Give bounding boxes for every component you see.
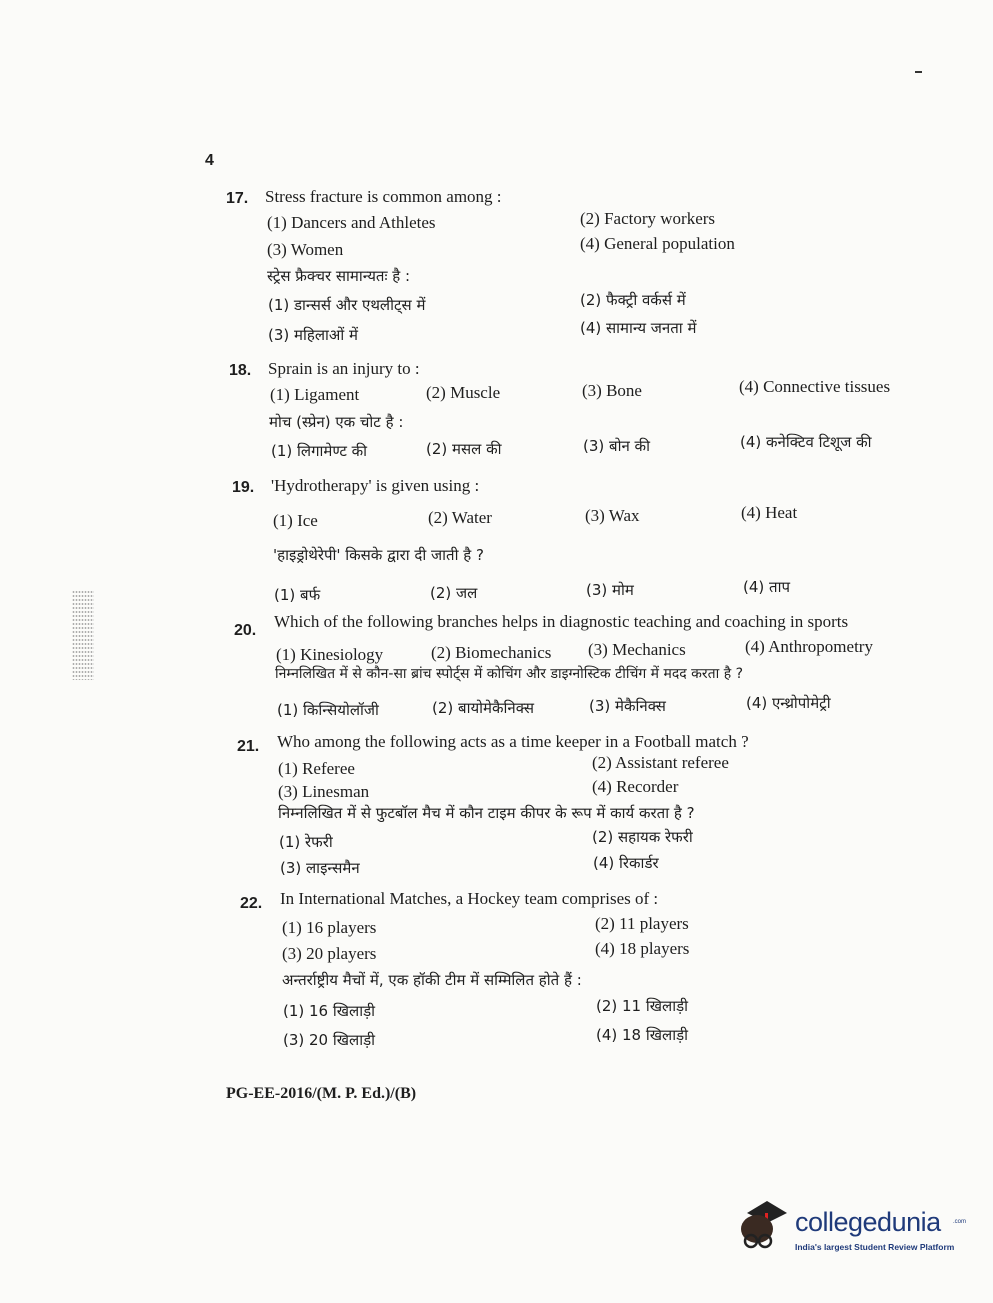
option-en: (1) Kinesiology xyxy=(276,645,384,664)
question-text-hi: मोच (स्प्रेन) एक चोट है : xyxy=(269,413,404,431)
option-hi: (2) बायोमेकैनिक्स xyxy=(432,699,534,717)
question-text-en: Sprain is an injury to : xyxy=(268,359,420,378)
option-hi: (4) कनेक्टिव टिशूज की xyxy=(740,433,872,451)
collegedunia-logo[interactable] xyxy=(733,1197,967,1257)
option-en: (2) Factory workers xyxy=(580,209,716,228)
logo-tagline: India's largest Student Review Platform xyxy=(795,1242,955,1252)
option-hi: (1) 16 खिलाड़ी xyxy=(283,1002,375,1020)
option-hi: (1) रेफरी xyxy=(279,833,333,851)
option-hi: (3) बोन की xyxy=(583,437,650,455)
mascot-icon xyxy=(733,1197,793,1257)
question-text-en: Who among the following acts as a time keeper in a Football match ? xyxy=(277,732,749,751)
logo-brand-text: collegedunia xyxy=(795,1207,941,1237)
option-hi: (2) फैक्ट्री वर्कर्स में xyxy=(580,291,686,309)
option-en: (1) 16 players xyxy=(282,918,377,937)
option-en: (2) Water xyxy=(428,508,492,527)
page-number: 4 xyxy=(205,152,214,169)
logo-suffix: .com xyxy=(953,1219,967,1225)
option-en: (4) Connective tissues xyxy=(739,377,891,396)
option-en: (4) Recorder xyxy=(592,777,679,796)
option-en: (2) Muscle xyxy=(426,383,501,402)
question-text-hi: निम्नलिखित में से फुटबॉल मैच में कौन टाइम कीपर के रूप में कार्य करता है ? xyxy=(278,804,695,822)
option-en: (4) General population xyxy=(580,234,735,253)
option-hi: (2) 11 खिलाड़ी xyxy=(596,997,688,1015)
option-hi: (4) 18 खिलाड़ी xyxy=(596,1026,688,1044)
option-hi: (3) महिलाओं में xyxy=(268,326,358,344)
option-hi: (1) डान्सर्स और एथलीट्स में xyxy=(268,296,426,314)
option-en: (1) Referee xyxy=(278,759,355,778)
option-hi: (1) बर्फ xyxy=(274,586,321,604)
scan-mark xyxy=(915,71,922,73)
option-hi: (2) जल xyxy=(430,584,478,602)
option-en: (1) Ligament xyxy=(270,385,360,404)
option-hi: (4) रिकार्डर xyxy=(593,854,659,872)
option-en: (2) Biomechanics xyxy=(431,643,552,662)
question-number: 20. xyxy=(234,622,257,639)
option-en: (3) Linesman xyxy=(278,782,370,801)
option-en: (2) 11 players xyxy=(595,914,689,933)
option-hi: (4) सामान्य जनता में xyxy=(580,319,697,337)
question-number: 19. xyxy=(232,479,255,496)
option-en: (1) Ice xyxy=(273,511,318,530)
question-text-en: In International Matches, a Hockey team comprises of : xyxy=(280,889,659,908)
option-en: (4) Anthropometry xyxy=(745,637,873,656)
question-text-hi: अन्तर्राष्ट्रीय मैचों में, एक हॉकी टीम में सम्मिलित होते हैं : xyxy=(282,971,582,989)
option-en: (4) Heat xyxy=(741,503,798,522)
question-text-hi: निम्नलिखित में से कौन-सा ब्रांच स्पोर्ट्स में कोचिंग और डाइग्नोस्टिक टीचिंग में मदद करता है ? xyxy=(275,666,744,682)
option-en: (2) Assistant referee xyxy=(592,753,729,772)
option-en: (3) Wax xyxy=(585,506,640,525)
paper-code-footer: PG-EE-2016/(M. P. Ed.)/(B) xyxy=(226,1085,417,1102)
scan-dots xyxy=(72,590,94,680)
option-en: (1) Dancers and Athletes xyxy=(267,213,436,232)
option-hi: (3) मोम xyxy=(586,581,634,599)
option-hi: (3) मेकैनिक्स xyxy=(589,697,666,715)
question-number: 22. xyxy=(240,895,263,912)
option-en: (3) 20 players xyxy=(282,944,377,963)
option-en: (3) Women xyxy=(267,240,344,259)
question-number: 21. xyxy=(237,738,260,755)
option-en: (3) Mechanics xyxy=(588,640,686,659)
option-hi: (2) मसल की xyxy=(426,440,502,458)
question-text-en: 'Hydrotherapy' is given using : xyxy=(271,476,480,495)
question-text-hi: 'हाइड्रोथेरेपी' किसके द्वारा दी जाती है ? xyxy=(273,546,484,564)
option-hi: (2) सहायक रेफरी xyxy=(592,828,693,846)
option-hi: (4) एन्थ्रोपोमेट्री xyxy=(746,694,831,712)
option-hi: (3) 20 खिलाड़ी xyxy=(283,1031,375,1049)
option-en: (3) Bone xyxy=(582,381,642,400)
option-hi: (4) ताप xyxy=(743,578,790,596)
question-text-en: Which of the following branches helps in diagnostic teaching and coaching in sports xyxy=(274,612,849,631)
question-number: 18. xyxy=(229,362,252,379)
question-text-en: Stress fracture is common among : xyxy=(265,187,502,206)
option-hi: (3) लाइन्समैन xyxy=(280,859,360,877)
option-en: (4) 18 players xyxy=(595,939,690,958)
question-text-hi: स्ट्रेस फ्रैक्चर सामान्यतः है : xyxy=(267,267,411,285)
option-hi: (1) किन्सियोलॉजी xyxy=(277,701,379,719)
question-number: 17. xyxy=(226,190,249,207)
option-hi: (1) लिगामेण्ट की xyxy=(271,442,368,460)
